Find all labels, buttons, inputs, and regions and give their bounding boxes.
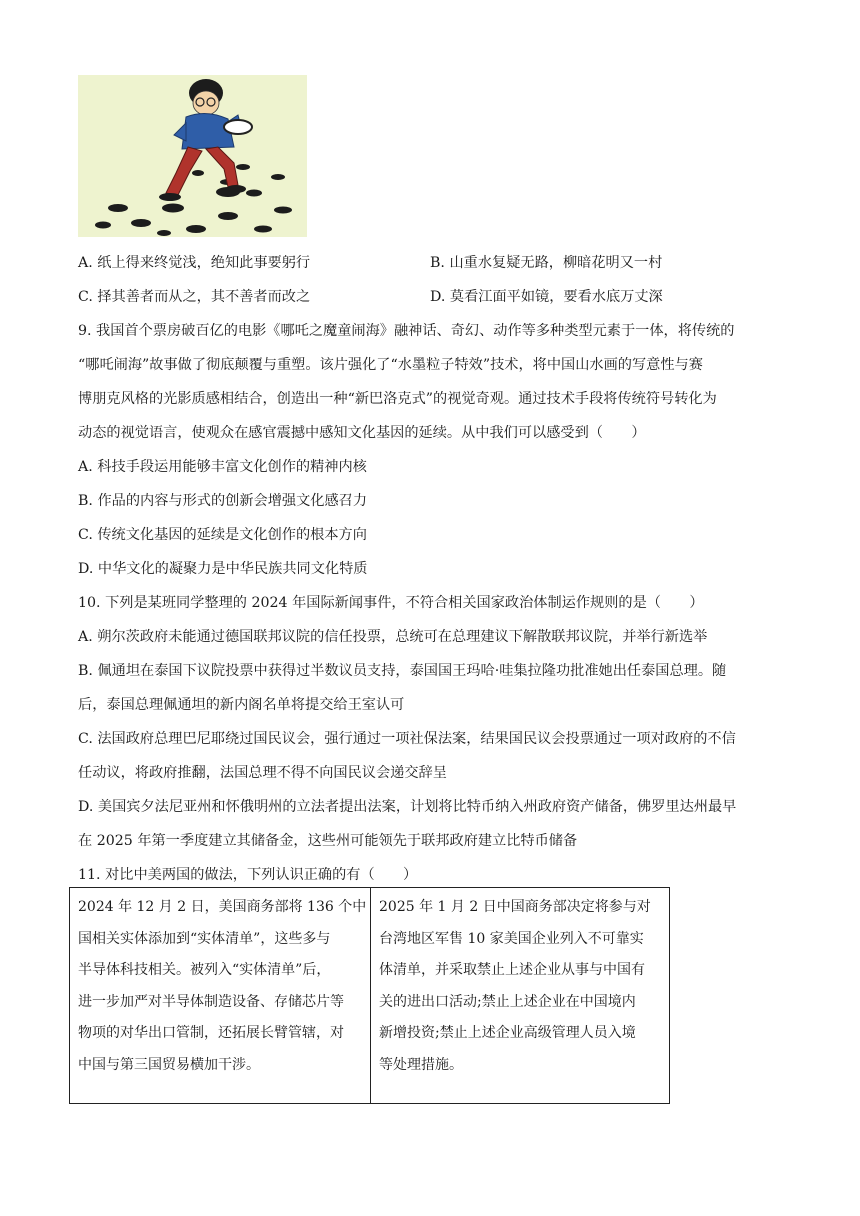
q10-option-d-cont: 在 2025 年第一季度建立其储备金，这些州可能领先于联邦政府建立比特币储备 bbox=[78, 833, 578, 849]
footprints bbox=[95, 164, 292, 236]
cell-line: 半导体科技相关。被列入“实体清单”后， bbox=[78, 962, 331, 978]
q10-option-d: D. 美国宾夕法尼亚州和怀俄明州的立法者提出法案，计划将比特币纳入州政府资产储备，佛罗里达州最早 bbox=[78, 799, 737, 815]
q9-stem-line: “哪吒闹海”故事做了彻底颠覆与重塑。该片强化了“水墨粒子特效”技术，将中国山水画的写意性与赛 bbox=[78, 357, 703, 373]
cell-line: 体清单，并采取禁止上述企业从事与中国有 bbox=[379, 962, 645, 978]
q9-stem-line: 9. 我国首个票房破百亿的电影《哪吒之魔童闹海》融神话、奇幻、动作等多种类型元素于一体，将传统的 bbox=[78, 323, 735, 339]
q8-option-d: D. 莫看江面平如镜，要看水底万丈深 bbox=[430, 289, 663, 305]
cell-line: 进一步加严对半导体制造设备、存储芯片等 bbox=[78, 993, 344, 1010]
comparison-table bbox=[69, 887, 670, 1104]
cell-line: 2025 年 1 月 2 日中国商务部决定将参与对 bbox=[379, 899, 651, 915]
cell-line: 关的进出口活动;禁止上述企业在中国境内 bbox=[379, 993, 636, 1010]
q11-stem: 11. 对比中美两国的做法，下列认识正确的有（ ） bbox=[78, 867, 418, 883]
cell-line: 物项的对华出口管制，还拓展长臂管辖，对 bbox=[78, 1025, 344, 1041]
q9-stem-line: 动态的视觉语言，使观众在感官震撼中感知文化基因的延续。从中我们可以感受到（ ） bbox=[78, 425, 646, 441]
q9-stem-line: 博朋克风格的光影质感相结合，创造出一种“新巴洛克式”的视觉奇观。通过技术手段将传统符号转化为 bbox=[78, 391, 717, 407]
cell-line: 台湾地区军售 10 家美国企业列入不可靠实 bbox=[379, 930, 644, 947]
q10-option-a: A. 朔尔茨政府未能通过德国联邦议院的信任投票，总统可在总理建议下解散联邦议院，并举行新选举 bbox=[78, 629, 708, 645]
table-cell-china bbox=[371, 888, 670, 1104]
q10-option-c: C. 法国政府总理巴尼耶绕过国民议会，强行通过一项社保法案，结果国民议会投票通过一项对政府的不信 bbox=[78, 731, 736, 747]
q9-option-d: D. 中华文化的凝聚力是中华民族共同文化特质 bbox=[78, 561, 368, 577]
q10-option-b-cont: 后，泰国总理佩通坦的新内阁名单将提交给王室认可 bbox=[78, 697, 405, 713]
q9-option-c: C. 传统文化基因的延续是文化创作的根本方向 bbox=[78, 527, 367, 543]
table-row bbox=[70, 888, 670, 1104]
cell-line: 等处理措施。 bbox=[379, 1056, 463, 1073]
q9-option-a: A. 科技手段运用能够丰富文化创作的精神内核 bbox=[78, 459, 367, 475]
cell-line: 2024 年 12 月 2 日，美国商务部将 136 个中 bbox=[78, 899, 367, 915]
q9-stem bbox=[78, 314, 786, 586]
q8-option-a: A. 纸上得来终觉浅，绝知此事要躬行 bbox=[78, 255, 311, 271]
cartoon-illustration bbox=[78, 75, 307, 237]
table-cell-us bbox=[70, 888, 371, 1104]
cell-line: 中国与第三国贸易横加干涉。 bbox=[78, 1056, 260, 1073]
q8-option-b: B. 山重水复疑无路，柳暗花明又一村 bbox=[430, 255, 663, 271]
cell-line: 国相关实体添加到“实体清单”，这些多与 bbox=[78, 930, 331, 947]
person-figure bbox=[159, 79, 252, 201]
q10-stem: 10. 下列是某班同学整理的 2024 年国际新闻事件，不符合相关国家政治体制运作规则的是（ ） bbox=[78, 595, 704, 611]
q10-option-b: B. 佩通坦在泰国下议院投票中获得过半数议员支持，泰国国王玛哈·哇集拉隆功批准她出任泰国总理。随 bbox=[78, 663, 727, 679]
q9-option-b: B. 作品的内容与形式的创新会增强文化感召力 bbox=[78, 493, 368, 509]
q10-option-c-cont: 任动议，将政府推翻，法国总理不得不向国民议会递交辞呈 bbox=[78, 765, 447, 781]
cell-line: 新增投资;禁止上述企业高级管理人员入境 bbox=[379, 1025, 636, 1041]
q8-option-c: C. 择其善者而从之，其不善者而改之 bbox=[78, 289, 311, 305]
q10-block bbox=[78, 586, 786, 892]
